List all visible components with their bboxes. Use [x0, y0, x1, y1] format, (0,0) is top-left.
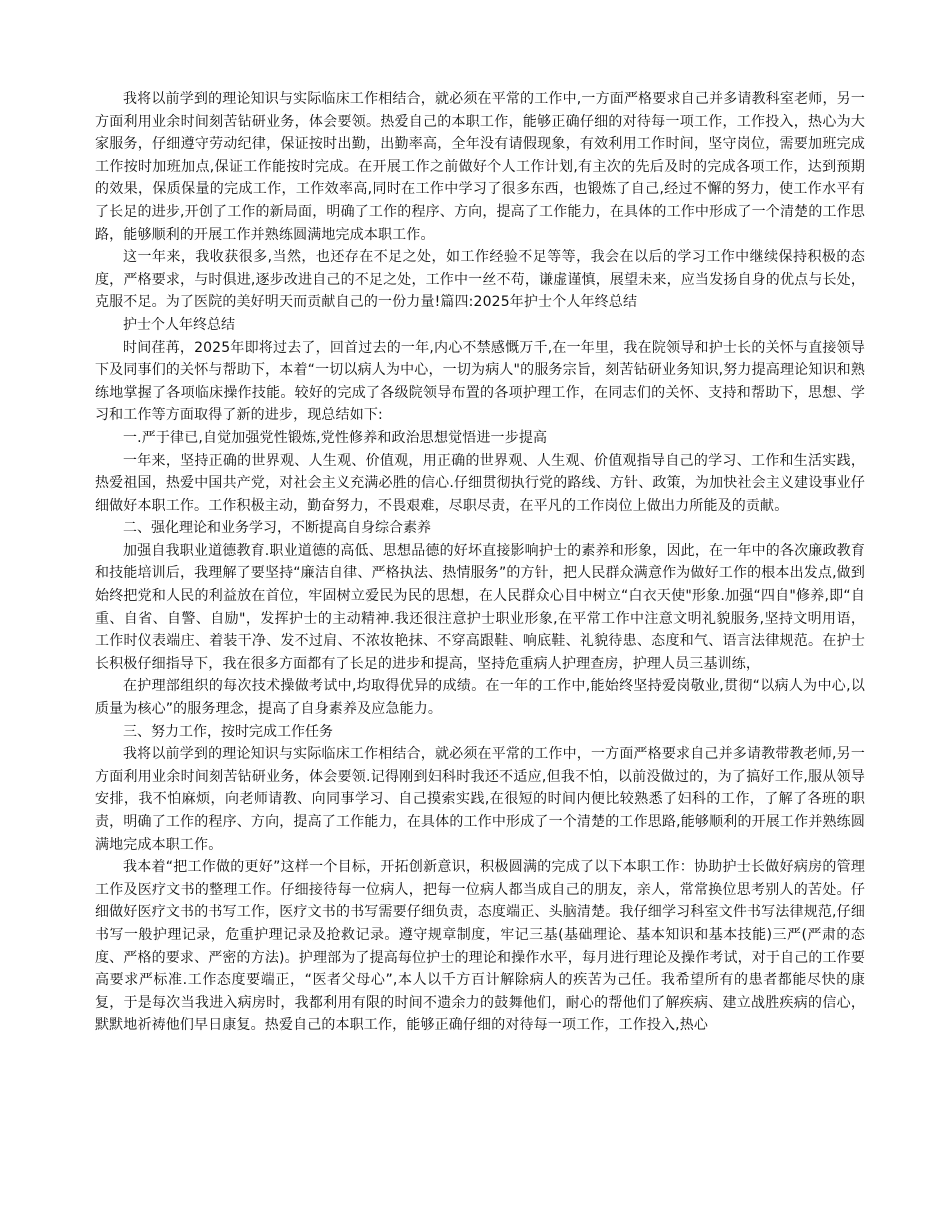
- body-paragraph: 我本着“把工作做的更好”这样一个目标，开拓创新意识，积极圆满的完成了以下本职工作：协助护士长做好病房的管理工作及医疗文书的整理工作。仔细接待每一位病人，把每一位病人都当成自己的朋友，亲人，常常换位思考别人的苦处。仔细做好医疗文书的书写工作，医疗文书的书写需要仔细负责，态度端正、头脑清楚。我仔细学习科室文件书写法律规范,仔细书写一般护理记录，危重护理记录及抢救记录。遵守规章制度，牢记三基(基础理论、基本知识和基本技能)三严(严肃的态度、严格的要求、严密的方法)。护理部为了提高每位护士的理论和操作水平，每月进行理论及操作考试，对于自己的工作要高要求严标准.工作态度要端正，“医者父母心”,本人以千方百计解除病人的疾苦为己任。我希望所有的患者都能尽快的康复，于是每次当我进入病房时，我都利用有限的时间不遗余力的鼓舞他们，耐心的帮他们了解疾病、建立战胜疾病的信心，默默地祈祷他们早日康复。热爱自己的本职工作，能够正确仔细的对待每一项工作，工作投入,热心: [95, 859, 865, 1034]
- body-paragraph: 在护理部组织的每次技术操做考试中,均取得优异的成绩。在一年的工作中,能始终坚持爱岗敬业,贯彻“以病人为中心,以质量为核心”的服务理念，提高了自身素养及应急能力。: [95, 678, 865, 718]
- section-heading: 二、强化理论和业务学习，不断提高自身综合素养: [123, 520, 431, 537]
- body-paragraph: 一年来，坚持正确的世界观、人生观、价值观，用正确的世界观、人生观、价值观指导自己的学习、工作和生活实践，热爱祖国，热爱中国共产党，对社会主义充满必胜的信心.仔细贯彻执行党的路线、方针、政策，为加快社会主义建设事业仔细做好本职工作。工作积极主动，勤奋努力，不畏艰难，尽职尽责，在平凡的工作岗位上做出力所能及的贡献。: [95, 452, 865, 514]
- intro-paragraph: 时间荏苒，2025年即将过去了，回首过去的一年,内心不禁感慨万千,在一年里，我在院领导和护士长的关怀与直接领导下及同事们的关怀与帮助下，本着“一切以病人为中心，一切为病人"的服务宗旨，刻苦钻研业务知识,努力提高理论知识和熟练地掌握了各项临床操作技能。较好的完成了各级院领导布置的各项护理工作，在同志们的关怀、支持和帮助下，思想、学习和工作等方面取得了新的进步，现总结如下:: [95, 339, 865, 424]
- section-heading: 一.严于律已,自觉加强党性锻炼,党性修养和政治思想觉悟进一步提高: [123, 429, 548, 446]
- body-paragraph: 我将以前学到的理论知识与实际临床工作相结合，就必须在平常的工作中,一方面严格要求自己并多请教科室老师，另一方面利用业余时间刻苦钻研业务，体会要领。热爱自己的本职工作，能够正确仔细的对待每一项工作，工作投入，热心为大家服务，仔细遵守劳动纪律，保证按时出勤，出勤率高，全年没有请假现象，有效利用工作时间，坚守岗位，需要加班完成工作按时加班加点,保证工作能按时完成。在开展工作之前做好个人工作计划,有主次的先后及时的完成各项工作，达到预期的效果，保质保量的完成工作，工作效率高,同时在工作中学习了很多东西，也锻炼了自己,经过不懈的努力，使工作水平有了长足的进步,开创了工作的新局面，明确了工作的程序、方向，提高了工作能力，在具体的工作中形成了一个清楚的工作思路，能够顺利的开展工作并熟练圆满地完成本职工作。: [95, 91, 865, 243]
- body-paragraph: 这一年来，我收获很多,当然，也还存在不足之处，如工作经验不足等等，我会在以后的学习工作中继续保持积极的态度，严格要求，与时俱进,逐步改进自己的不足之处，工作中一丝不苟，谦虚谨慎，展望未来，应当发扬自身的优点与长处，克服不足。为了医院的美好明天而贡献自己的一份力量!篇四:2025年护士个人年终总结: [95, 249, 865, 311]
- document-page: [95, 88, 865, 1037]
- body-paragraph: 加强自我职业道德教育.职业道德的高低、思想品德的好坏直接影响护士的素养和形象，因此，在一年中的各次廉政教育和技能培训后，我理解了要坚持“廉洁自律、严格执法、热情服务”的方针，把人民群众满意作为做好工作的根本出发点,做到始终把党和人民的利益放在首位，牢固树立爱民为民的思想，在人民群众心目中树立“白衣天使"形象.加强“四自"修养,即“自重、自省、自警、自励"，发挥护士的主动精神.我还很注意护士职业形象,在平常工作中注意文明礼貌服务,坚持文明用语，工作时仪表端庄、着装干净、发不过肩、不浓妆艳抹、不穿高跟鞋、响底鞋、礼貌待患、态度和气、语言法律规范。在护士长积极仔细指导下，我在很多方面都有了长足的进步和提高，坚持危重病人护理查房，护理人员三基训练，: [95, 542, 865, 672]
- body-paragraph: 我将以前学到的理论知识与实际临床工作相结合，就必须在平常的工作中，一方面严格要求自己并多请教带教老师,另一方面利用业余时间刻苦钻研业务，体会要领.记得刚到妇科时我还不适应,但我不怕，以前没做过的，为了搞好工作,服从领导安排，我不怕麻烦，向老师请教、向同事学习、自己摸索实践,在很短的时间内便比较熟悉了妇科的工作，了解了各班的职责，明确了工作的程序、方向，提高了工作能力，在具体的工作中形成了一个清楚的工作思路,能够顺利的开展工作并熟练圆满地完成本职工作。: [95, 746, 865, 853]
- section-heading: 三、努力工作，按时完成工作任务: [123, 723, 333, 740]
- document-title: 护士个人年终总结: [123, 316, 235, 333]
